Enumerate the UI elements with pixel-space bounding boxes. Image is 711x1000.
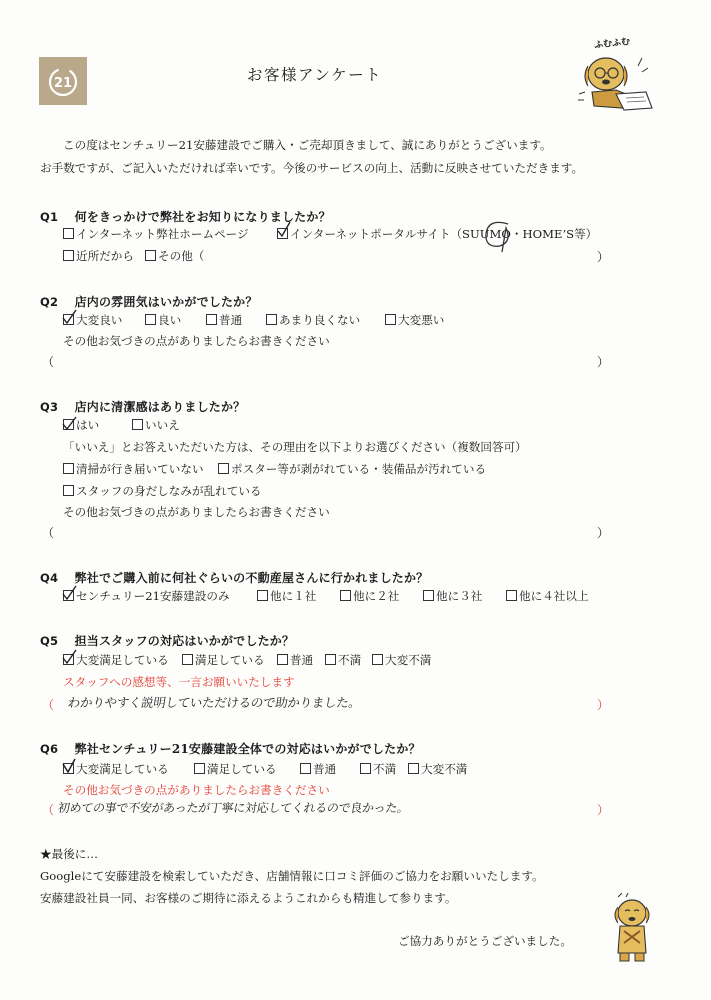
checkbox-checked[interactable] — [63, 590, 74, 601]
q6-comment-prompt: その他お気づきの点がありましたらお書きください — [63, 783, 330, 797]
check-mark-icon — [62, 649, 78, 665]
checkbox[interactable] — [218, 463, 229, 474]
q2-option-3-label: 普通 — [219, 313, 243, 327]
mascot-standing-icon — [610, 893, 654, 965]
closing-thanks: ご協力ありがとうございました。 — [398, 934, 572, 948]
q2-text: 店内の雰囲気はいかがでしたか？ — [74, 295, 258, 309]
q2-option-4[interactable] — [266, 313, 360, 327]
closing-line-1: Googleにて安藤建設を検索していただき、店舗情報に口コミ評価のご協力をお願いいたします。 — [40, 869, 544, 883]
q3-open-paren: （ — [42, 526, 55, 540]
q2-option-3[interactable] — [206, 313, 242, 327]
mascot-bubble-text: ふむふむ — [593, 37, 631, 51]
q6-text: 弊社センチュリー21安藤建設全体での対応はいかがでしたか？ — [74, 742, 421, 756]
q3-reason-2[interactable] — [218, 462, 486, 476]
q5-option-2[interactable] — [182, 653, 265, 667]
q1-option-3-label: 近所だから — [76, 249, 134, 263]
q6-option-2[interactable] — [194, 762, 277, 776]
intro-line-2: お手数ですが、ご記入いただければ幸いです。今後のサービスの向上、活動に反映させていただきます。 — [40, 161, 584, 175]
check-mark-icon — [62, 585, 78, 601]
checkbox[interactable] — [423, 590, 434, 601]
q6-option-5-label: 大変不満 — [421, 762, 468, 776]
q3-reason-1-label: 清掃が行き届いていない — [76, 462, 204, 476]
q2-option-5[interactable] — [385, 313, 444, 327]
q5-handwritten-answer[interactable]: わかりやすく説明していただけるので助かりました。 — [66, 695, 362, 710]
checkbox-checked[interactable] — [63, 419, 74, 430]
q2-comment-prompt: その他お気づきの点がありましたらお書きください — [63, 334, 330, 348]
logo-21-icon — [39, 57, 87, 105]
q4-option-2[interactable] — [257, 589, 316, 603]
q5-option-1[interactable] — [63, 653, 169, 667]
q3-option-2-label: いいえ — [145, 418, 180, 432]
century21-logo — [39, 57, 87, 105]
q1-option-4[interactable] — [145, 249, 204, 263]
q6-option-5[interactable] — [408, 762, 467, 776]
checkbox[interactable] — [145, 250, 156, 261]
q2-option-4-label: あまり良くない — [279, 313, 361, 327]
q2-option-5-label: 大変悪い — [398, 313, 445, 327]
check-mark-icon — [62, 415, 78, 431]
q4-number: Q4 — [40, 571, 59, 585]
checkbox[interactable] — [325, 654, 336, 665]
checkbox[interactable] — [257, 590, 268, 601]
checkbox-checked[interactable] — [63, 763, 74, 774]
q2-open-paren: （ — [42, 355, 55, 369]
q4-option-5-label: 他に４社以上 — [519, 589, 589, 603]
q6-number: Q6 — [40, 742, 59, 756]
checkbox[interactable] — [277, 654, 288, 665]
q6-option-2-label: 満足している — [207, 762, 277, 776]
q5-close-paren: ） — [597, 698, 610, 712]
q2-number: Q2 — [40, 295, 59, 309]
q4-option-3[interactable] — [340, 589, 399, 603]
q3-option-1-label: はい — [76, 418, 100, 432]
q1-option-2-label: インターネットポータルサイト（SUUMO・HOME’S等） — [290, 227, 598, 241]
q5-option-3-label: 普通 — [290, 653, 314, 667]
checkbox-checked[interactable] — [63, 654, 74, 665]
page-title: お客様アンケート — [247, 66, 383, 84]
q3-close-paren: ） — [597, 526, 610, 540]
mascot-writing — [576, 36, 662, 114]
q3-comment-prompt: その他お気づきの点がありましたらお書きください — [63, 505, 330, 519]
q6-close-paren: ） — [597, 803, 610, 817]
q5-option-4-label: 不満 — [338, 653, 362, 667]
q3-followup: 「いいえ」とお答えいただいた方は、その理由を以下よりお選びください（複数回答可） — [63, 440, 527, 454]
q3-reason-2-label: ポスター等が剥がれている・装備品が汚れている — [231, 462, 487, 476]
q3-reason-3-label: スタッフの身だしなみが乱れている — [76, 484, 262, 498]
q6-option-1[interactable] — [63, 762, 169, 776]
q2-option-1-label: 大変良い — [76, 313, 123, 327]
q2-heading — [40, 293, 258, 310]
q4-option-4[interactable] — [423, 589, 482, 603]
checkbox[interactable] — [408, 763, 419, 774]
q2-option-2-label: 良い — [158, 313, 182, 327]
q6-option-3[interactable] — [300, 762, 336, 776]
closing-line-2: 安藤建設社員一同、お客様のご期待に添えるようこれからも精進して参ります。 — [40, 891, 457, 905]
q3-option-1[interactable] — [63, 418, 99, 432]
check-mark-icon — [276, 221, 292, 239]
q5-option-3[interactable] — [277, 653, 313, 667]
q6-option-4-label: 不満 — [373, 762, 397, 776]
q6-option-1-label: 大変満足している — [76, 762, 169, 776]
q4-option-2-label: 他に１社 — [270, 589, 317, 603]
checkbox[interactable] — [372, 654, 383, 665]
q1-option-3[interactable] — [63, 249, 134, 263]
q5-open-paren: （ — [42, 698, 55, 712]
checkbox[interactable] — [340, 590, 351, 601]
intro-line-1: この度はセンチュリー21安藤建設でご購入・ご売却頂きまして、誠にありがとうございます。 — [63, 138, 552, 152]
q4-option-3-label: 他に２社 — [353, 589, 400, 603]
q2-option-1[interactable] — [63, 313, 122, 327]
checkbox[interactable] — [266, 314, 277, 325]
q3-reason-3[interactable] — [63, 484, 262, 498]
checkbox[interactable] — [385, 314, 396, 325]
q4-option-4-label: 他に３社 — [436, 589, 483, 603]
checkbox[interactable] — [360, 763, 371, 774]
q5-option-2-label: 満足している — [195, 653, 265, 667]
q1-text: 何をきっかけで弊社をお知りになりましたか？ — [74, 210, 331, 224]
logo-text: 21 — [53, 76, 73, 91]
q1-option-1-label: インターネット弊社ホームページ — [76, 227, 249, 241]
q6-handwritten-answer[interactable]: 初めての事で不安があったが丁寧に対応してくれるので良かった。 — [56, 801, 410, 815]
q1-option-1[interactable] — [63, 227, 249, 241]
q3-number: Q3 — [40, 400, 59, 414]
q5-option-5[interactable] — [372, 653, 431, 667]
checkbox[interactable] — [63, 485, 74, 496]
checkbox[interactable] — [194, 763, 205, 774]
checkbox[interactable] — [506, 590, 517, 601]
q5-option-4[interactable] — [325, 653, 361, 667]
checkbox[interactable] — [300, 763, 311, 774]
checkbox-checked[interactable] — [277, 228, 288, 239]
checkbox[interactable] — [63, 228, 74, 239]
checkbox[interactable] — [145, 314, 156, 325]
q1-number: Q1 — [40, 210, 59, 224]
q5-text: 担当スタッフの対応はいかがでしたか？ — [74, 634, 295, 648]
q2-close-paren: ） — [597, 355, 610, 369]
q3-text: 店内に清潔感はありましたか？ — [74, 400, 246, 414]
q3-reason-1[interactable] — [63, 462, 204, 476]
checkbox-checked[interactable] — [63, 314, 74, 325]
q5-number: Q5 — [40, 634, 59, 648]
checkbox[interactable] — [63, 250, 74, 261]
q1-option-4-label: その他（ — [158, 249, 205, 263]
q5-comment-prompt: スタッフへの感想等、一言お願いいたします — [63, 675, 295, 689]
q3-option-2[interactable] — [132, 418, 180, 432]
q5-heading — [40, 632, 294, 649]
q4-text: 弊社でご購入前に何社ぐらいの不動産屋さんに行かれましたか？ — [74, 571, 429, 585]
q6-option-3-label: 普通 — [313, 762, 337, 776]
q4-option-1[interactable] — [63, 589, 230, 603]
q4-heading — [40, 569, 428, 586]
checkbox[interactable] — [132, 419, 143, 430]
check-mark-icon — [62, 758, 78, 774]
q6-heading — [40, 740, 421, 757]
check-mark-icon — [62, 309, 78, 325]
checkbox[interactable] — [63, 463, 74, 474]
hand-circle-mark — [478, 216, 518, 256]
q3-heading — [40, 398, 245, 415]
q6-option-4[interactable] — [360, 762, 396, 776]
q1-option-2[interactable] — [277, 227, 597, 241]
q1-close-paren: ） — [597, 250, 610, 264]
q6-open-paren: （ — [42, 803, 55, 817]
q4-option-1-label: センチュリー21安藤建設のみ — [76, 589, 230, 603]
checkbox[interactable] — [182, 654, 193, 665]
q5-option-1-label: 大変満足している — [76, 653, 169, 667]
q2-option-2[interactable] — [145, 313, 181, 327]
checkbox[interactable] — [206, 314, 217, 325]
q5-option-5-label: 大変不満 — [385, 653, 432, 667]
closing-heading: ★最後に… — [40, 847, 98, 861]
q4-option-5[interactable] — [506, 589, 589, 603]
